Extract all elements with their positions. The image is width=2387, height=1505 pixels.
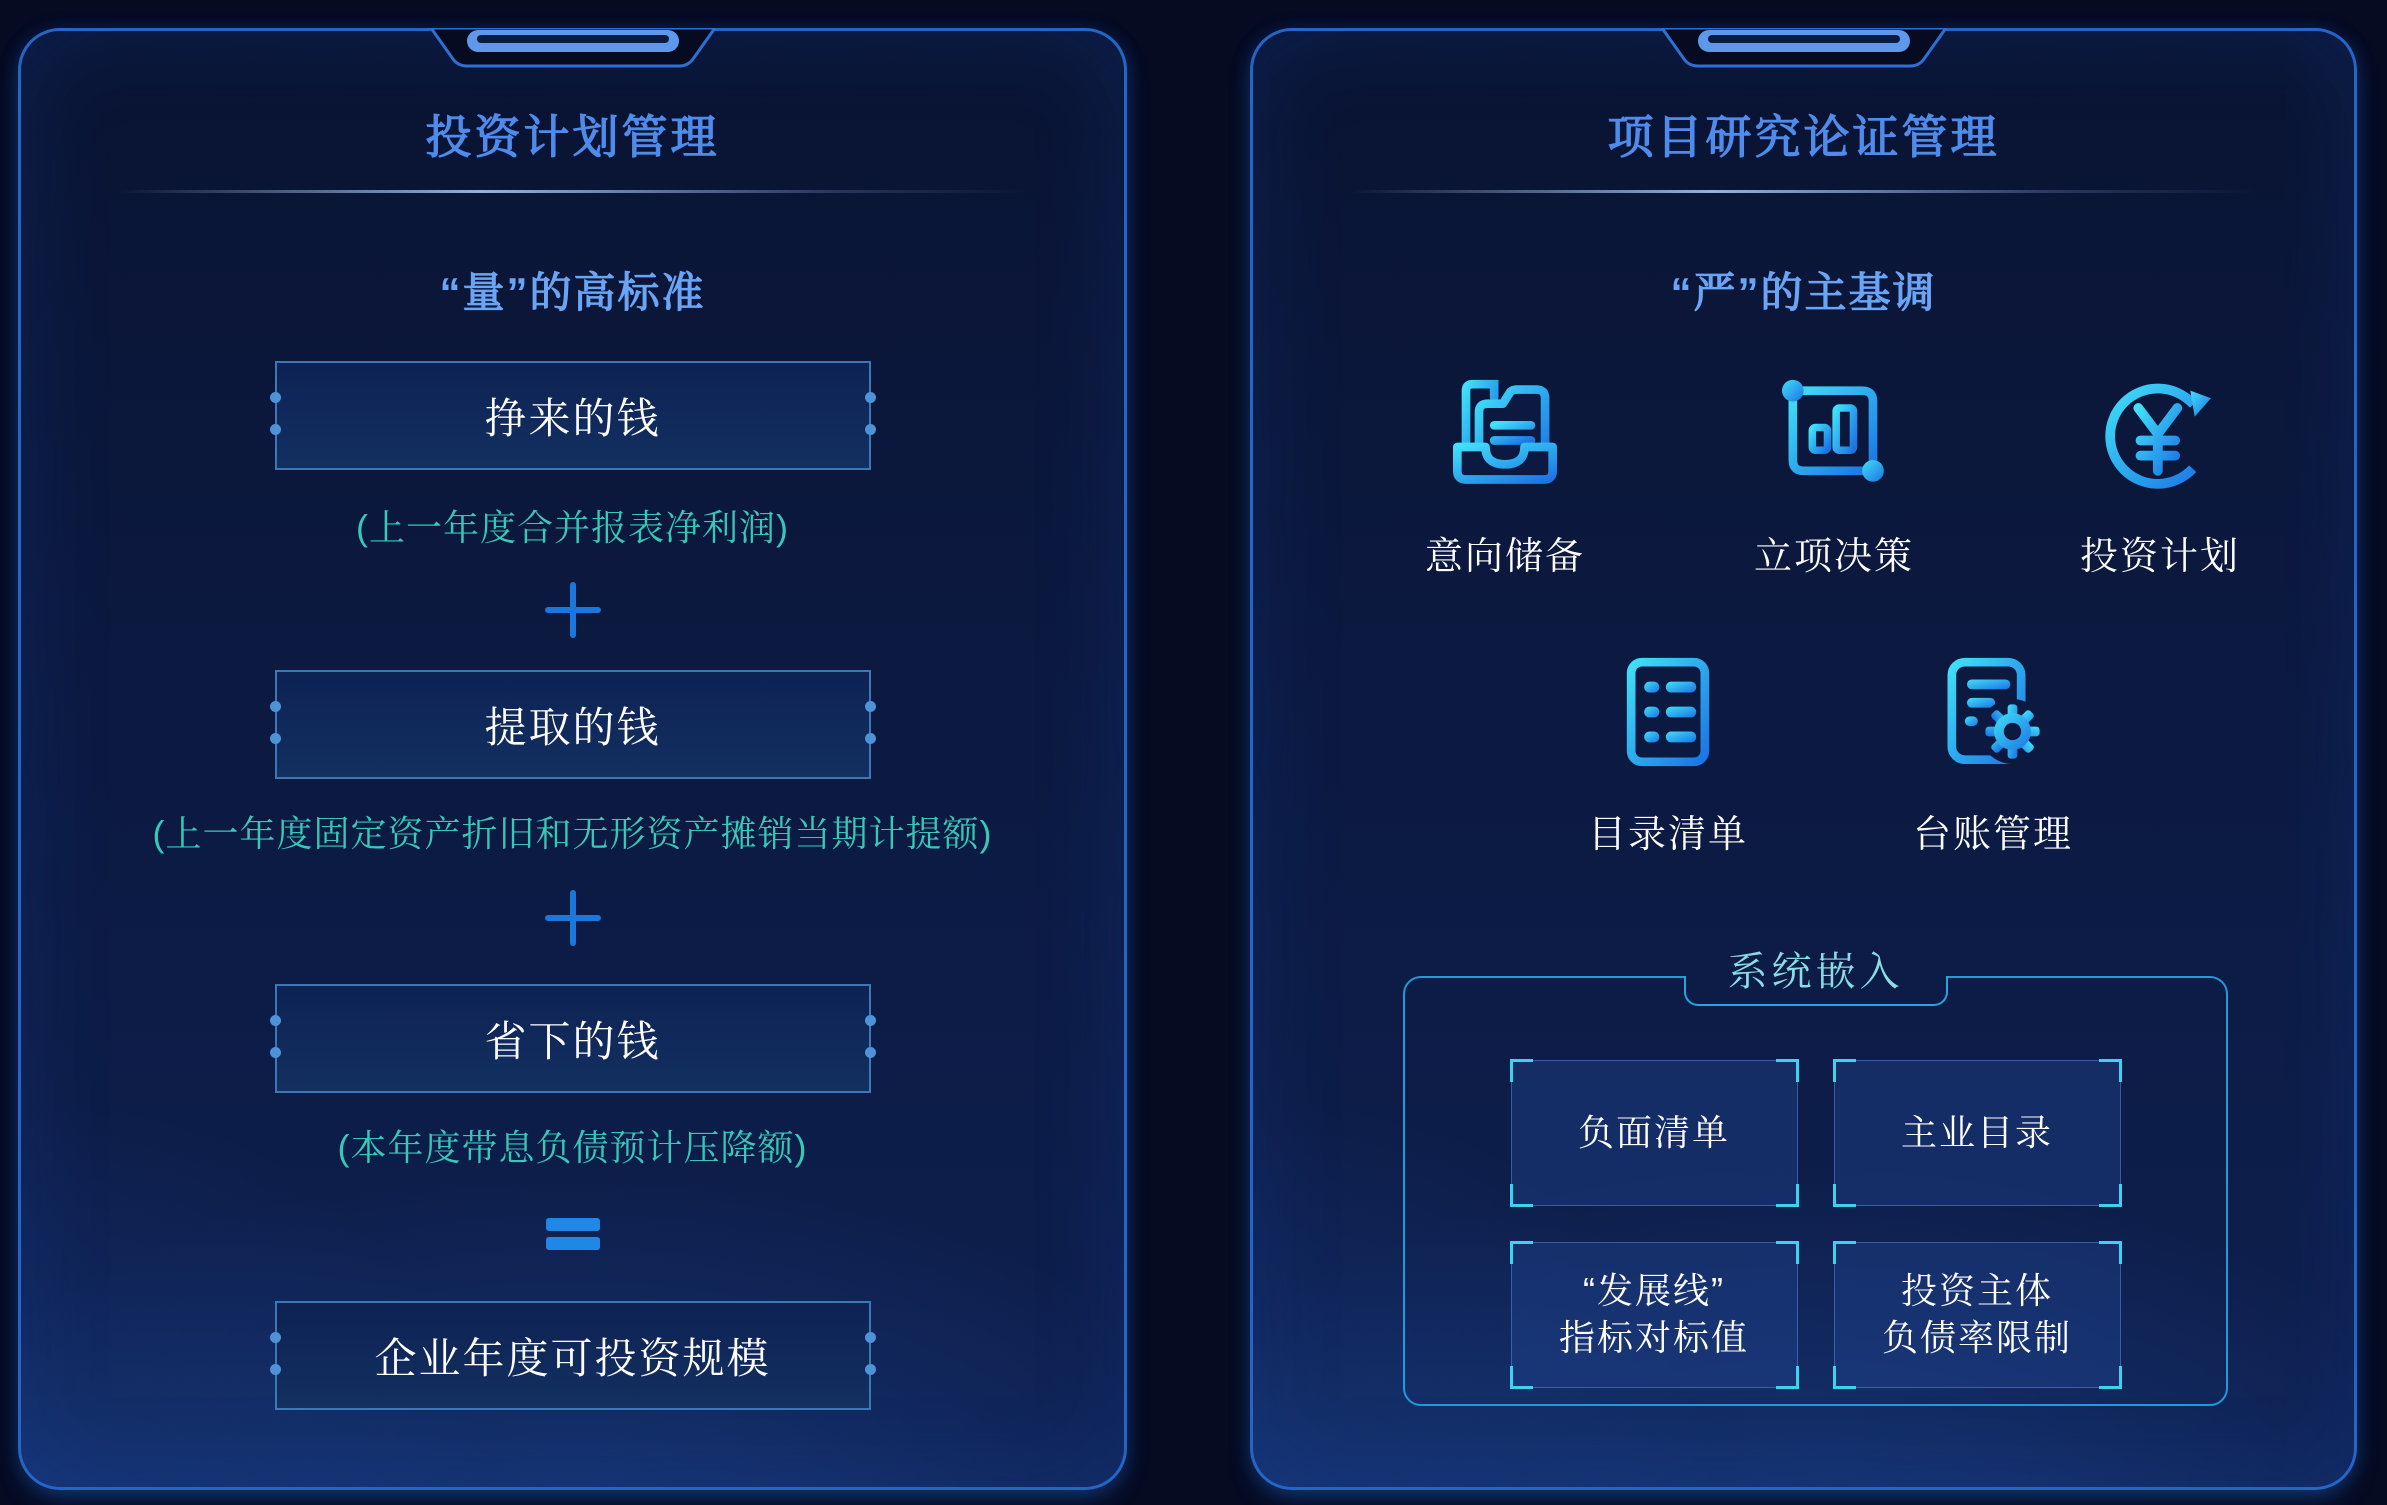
embed-grid — [1511, 1060, 2121, 1388]
embed-box-line: 指标对标值 — [1558, 1317, 1749, 1358]
box-edge-dot — [270, 1015, 281, 1026]
flow-caption-depreciation: (上一年度固定资产折旧和无形资产摊销当期计提额) — [152, 813, 993, 854]
feature-label: 台账管理 — [1912, 814, 2073, 856]
archive-folder-icon — [1440, 369, 1570, 499]
feature-ledger-management — [1873, 647, 2113, 859]
feature-label: 立项决策 — [1753, 536, 1914, 578]
title-divider — [120, 190, 1024, 193]
corner-bracket-icon — [1510, 1184, 1533, 1207]
embed-box-negative-list — [1511, 1060, 1798, 1206]
embed-box-debt-ratio-limit — [1834, 1242, 2121, 1388]
corner-bracket-icon — [1833, 1241, 1856, 1264]
feature-investment-plan — [2040, 369, 2280, 581]
flow-box-label: 提取的钱 — [484, 703, 661, 751]
plus-icon — [545, 582, 601, 638]
list-icon — [1603, 647, 1733, 777]
box-edge-dot — [865, 701, 876, 712]
flow-box-annual-investable-scale — [275, 1301, 871, 1410]
box-edge-dot — [865, 1015, 876, 1026]
flow-box-earned-money — [275, 361, 871, 470]
bar-chart-icon — [1769, 369, 1899, 499]
panel-investment-plan — [18, 28, 1127, 1490]
box-edge-dot — [270, 701, 281, 712]
corner-bracket-icon — [1776, 1059, 1799, 1082]
feature-intention-reserve — [1385, 369, 1625, 581]
corner-bracket-icon — [1510, 1241, 1533, 1264]
corner-bracket-icon — [1510, 1059, 1533, 1082]
corner-bracket-icon — [1776, 1366, 1799, 1389]
box-edge-dot — [270, 424, 281, 435]
box-edge-dot — [270, 1332, 281, 1343]
equals-icon — [545, 1214, 601, 1254]
corner-bracket-icon — [1510, 1366, 1533, 1389]
feature-label: 目录清单 — [1587, 814, 1748, 856]
right-panel-title: 项目研究论证管理 — [1607, 111, 2000, 163]
embed-box-main-business-catalog — [1834, 1060, 2121, 1206]
document-gear-icon — [1928, 647, 2058, 777]
corner-bracket-icon — [1833, 1184, 1856, 1207]
box-edge-dot — [865, 1364, 876, 1375]
embed-box-line: “发展线” — [1583, 1270, 1725, 1312]
system-embed-label: 系统嵌入 — [1727, 950, 1904, 994]
panel-top-tab-icon — [423, 28, 723, 72]
corner-bracket-icon — [2099, 1059, 2122, 1082]
box-edge-dot — [270, 1364, 281, 1375]
box-edge-dot — [865, 1047, 876, 1058]
title-divider — [1352, 190, 2255, 193]
corner-bracket-icon — [2099, 1184, 2122, 1207]
flow-box-label: 省下的钱 — [484, 1017, 661, 1065]
embed-box-line: 负债率限制 — [1881, 1317, 2072, 1358]
corner-bracket-icon — [1776, 1241, 1799, 1264]
corner-bracket-icon — [1833, 1059, 1856, 1082]
embed-box-line: 投资主体 — [1900, 1270, 2053, 1312]
flow-box-saved-money — [275, 984, 871, 1093]
panel-top-tab-icon — [1654, 28, 1954, 72]
box-edge-dot — [865, 392, 876, 403]
box-edge-dot — [865, 424, 876, 435]
flow-box-withdrawn-money — [275, 670, 871, 779]
box-edge-dot — [865, 733, 876, 744]
left-panel-subtitle: “量”的高标准 — [439, 269, 706, 316]
corner-bracket-icon — [2099, 1241, 2122, 1264]
feature-catalog-list — [1548, 647, 1788, 859]
corner-bracket-icon — [2099, 1366, 2122, 1389]
corner-bracket-icon — [1776, 1184, 1799, 1207]
yuan-refresh-icon — [2095, 369, 2225, 499]
plus-icon — [545, 890, 601, 946]
embed-box-development-line-benchmark — [1511, 1242, 1798, 1388]
right-panel-subtitle: “严”的主基调 — [1670, 269, 1937, 316]
flow-caption-debt-reduction: (本年度带息负债预计压降额) — [337, 1127, 808, 1168]
flow-box-label: 企业年度可投资规模 — [374, 1334, 771, 1382]
left-panel-title: 投资计划管理 — [425, 111, 720, 163]
box-edge-dot — [865, 1332, 876, 1343]
box-edge-dot — [270, 1047, 281, 1058]
flow-caption-net-profit: (上一年度合并报表净利润) — [356, 507, 789, 548]
corner-bracket-icon — [1833, 1366, 1856, 1389]
embed-box-line: 主业目录 — [1900, 1111, 2053, 1153]
feature-label: 意向储备 — [1424, 536, 1585, 578]
box-edge-dot — [270, 733, 281, 744]
box-edge-dot — [270, 392, 281, 403]
flow-box-label: 挣来的钱 — [484, 394, 661, 442]
system-embed-container — [1403, 950, 2228, 1406]
panel-project-research — [1250, 28, 2357, 1490]
embed-box-line: 负面清单 — [1577, 1111, 1730, 1153]
feature-label: 投资计划 — [2079, 536, 2240, 578]
feature-project-decision — [1714, 369, 1954, 581]
